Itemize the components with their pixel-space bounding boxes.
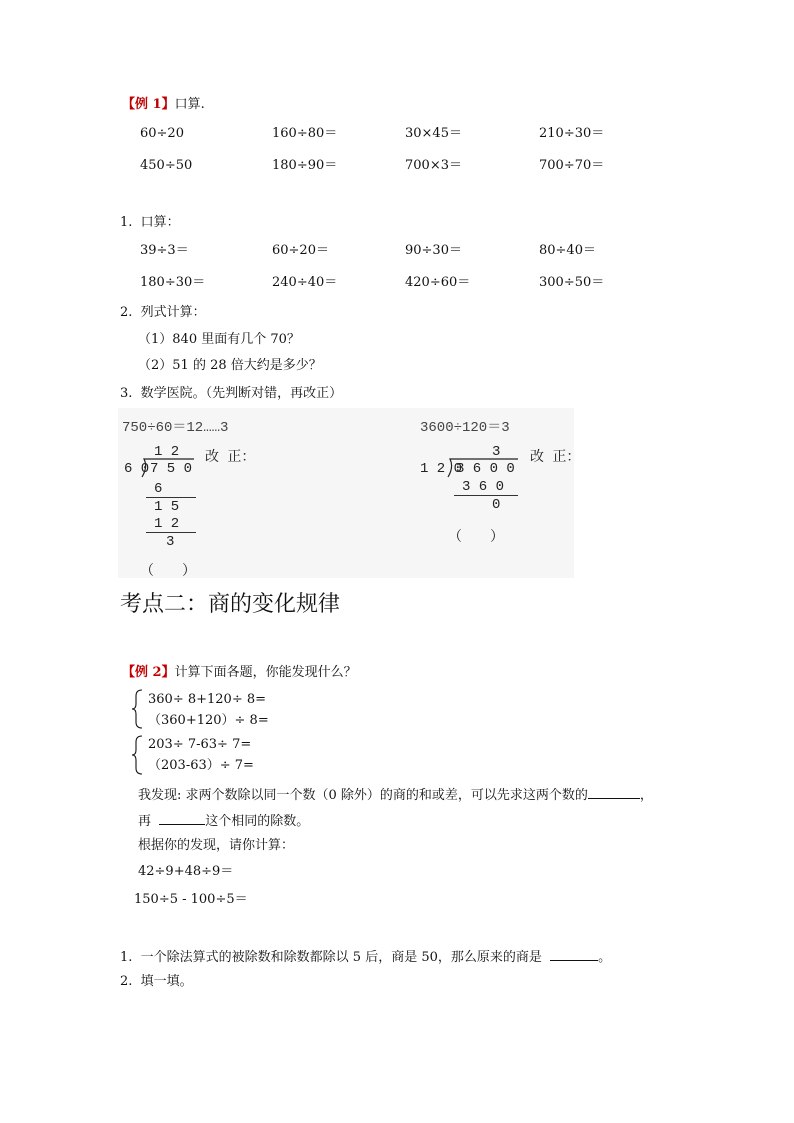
discovery-text-a-end: ， [639,788,653,803]
q2-item-2: （2）51 的 28 倍大约是多少？ [138,358,322,373]
q3-right-divisor: 1 2 0 [420,461,463,477]
example-2-group-2-line-1: 203÷ 7-63÷ 7= [148,737,252,752]
q3-right-equation: 3600÷120＝3 [420,420,510,436]
example-1-heading [122,97,205,113]
q3-number: 3. [120,386,133,401]
example-1-r1-c2: 700×3＝ [405,158,462,173]
q2-heading [120,305,206,321]
q1-heading [120,215,180,231]
q3-left-judge: （ ） [140,564,196,580]
discovery-text-b-end: 这个相同的除数。 [205,814,310,829]
q3-left-fix-label: 改 正： [205,450,256,466]
example-1-r1-c3: 700÷70＝ [539,158,605,173]
example-2-discovery-line-1 [138,785,653,804]
q3-right-remainder: 0 [492,497,501,513]
example-2-group-1-brace [131,688,145,730]
q3-left-divisor: 6 0 [124,461,150,477]
example-2-group-1-line-1: 360÷ 8+120÷ 8= [148,692,267,707]
example-2-heading [122,665,357,681]
example-2-group-2-line-2: （203-63）÷ 7= [148,758,254,773]
q3-left-remainder: 3 [166,534,175,550]
q1-r1-c0: 180÷30＝ [140,275,206,290]
example-2-tag: 【例 2】 [122,665,175,680]
example-1-r0-c3: 210÷30＝ [539,126,605,141]
q3-right-step-1: 3 6 0 [462,479,505,495]
practice-1 [120,947,611,966]
q1-r1-c1: 240÷40＝ [272,275,338,290]
q2-title: 列式计算： [140,305,206,320]
practice-2 [120,974,193,990]
example-2-discovery-line-2 [138,811,309,830]
example-1-r0-c2: 30×45＝ [405,126,462,141]
example-2-calc-1: 42÷9+48÷9＝ [138,864,234,879]
q1-r0-c3: 80÷40＝ [539,243,596,258]
discovery-blank-2[interactable] [159,811,205,825]
q3-right-quotient: 3 [492,444,501,460]
q3-left-step-2: 1 5 [154,499,180,515]
q3-left-quotient: 1 2 [154,444,180,460]
example-1-r0-c0: 60÷20 [140,126,184,141]
q3-left-rule-2 [146,532,196,533]
discovery-text-a: 我发现: 求两个数除以同一个数（0 除外）的商的和或差，可以先求这两个数的 [138,788,588,803]
q3-right-dividend: 3 6 0 0 [456,461,515,477]
practice-2-number: 2. [120,974,133,989]
q3-left-equation: 750÷60＝12……3 [122,420,229,436]
practice-1-number: 1. [120,950,133,965]
q1-number: 1. [120,215,133,230]
q3-left-rule-1 [146,497,196,498]
q3-title: 数学医院。（先判断对错，再改正） [140,386,343,401]
example-2-title: 计算下面各题，你能发现什么？ [174,665,357,680]
example-1-title: 口算. [174,97,205,112]
q3-right-rule-1 [454,495,518,496]
example-1-r0-c1: 160÷80＝ [272,126,338,141]
q3-left-dividend: 7 5 0 [150,461,193,477]
practice-1-end: 。 [598,950,612,965]
q1-r0-c1: 60÷20＝ [272,243,329,258]
q1-r1-c2: 420÷60＝ [405,275,471,290]
example-2-group-1-line-2: （360+120）÷ 8= [148,713,269,728]
q1-title: 口算： [140,215,180,230]
q3-right-judge: （ ） [448,530,504,546]
example-2-group-2-brace [131,734,145,776]
q2-number: 2. [120,305,133,320]
example-1-tag: 【例 1】 [122,97,175,112]
q3-right-fix-label: 改 正： [530,450,581,466]
example-1-r1-c0: 450÷50 [140,158,193,173]
q3-left-step-1: 6 [154,481,163,497]
example-1-r1-c1: 180÷90＝ [272,158,338,173]
q1-r0-c2: 90÷30＝ [405,243,462,258]
section-2-title: 考点二：商的变化规律 [120,592,341,617]
q1-r1-c3: 300÷50＝ [539,275,605,290]
q2-item-1: （1）840 里面有几个 70？ [138,332,300,347]
practice-1-text: 一个除法算式的被除数和除数都除以 5 后，商是 50，那么原来的商是 [140,950,542,965]
example-2-apply-prompt: 根据你的发现，请你计算： [138,838,295,853]
q3-left-step-3: 1 2 [154,516,180,532]
practice-1-blank[interactable] [550,947,598,961]
q1-r0-c0: 39÷3＝ [140,243,189,258]
discovery-text-b-start: 再 [138,814,152,829]
q3-heading [120,386,342,402]
discovery-blank-1[interactable] [588,785,640,799]
example-2-calc-2: 150÷5 - 100÷5＝ [134,892,248,907]
practice-2-text: 填一填。 [140,974,193,989]
